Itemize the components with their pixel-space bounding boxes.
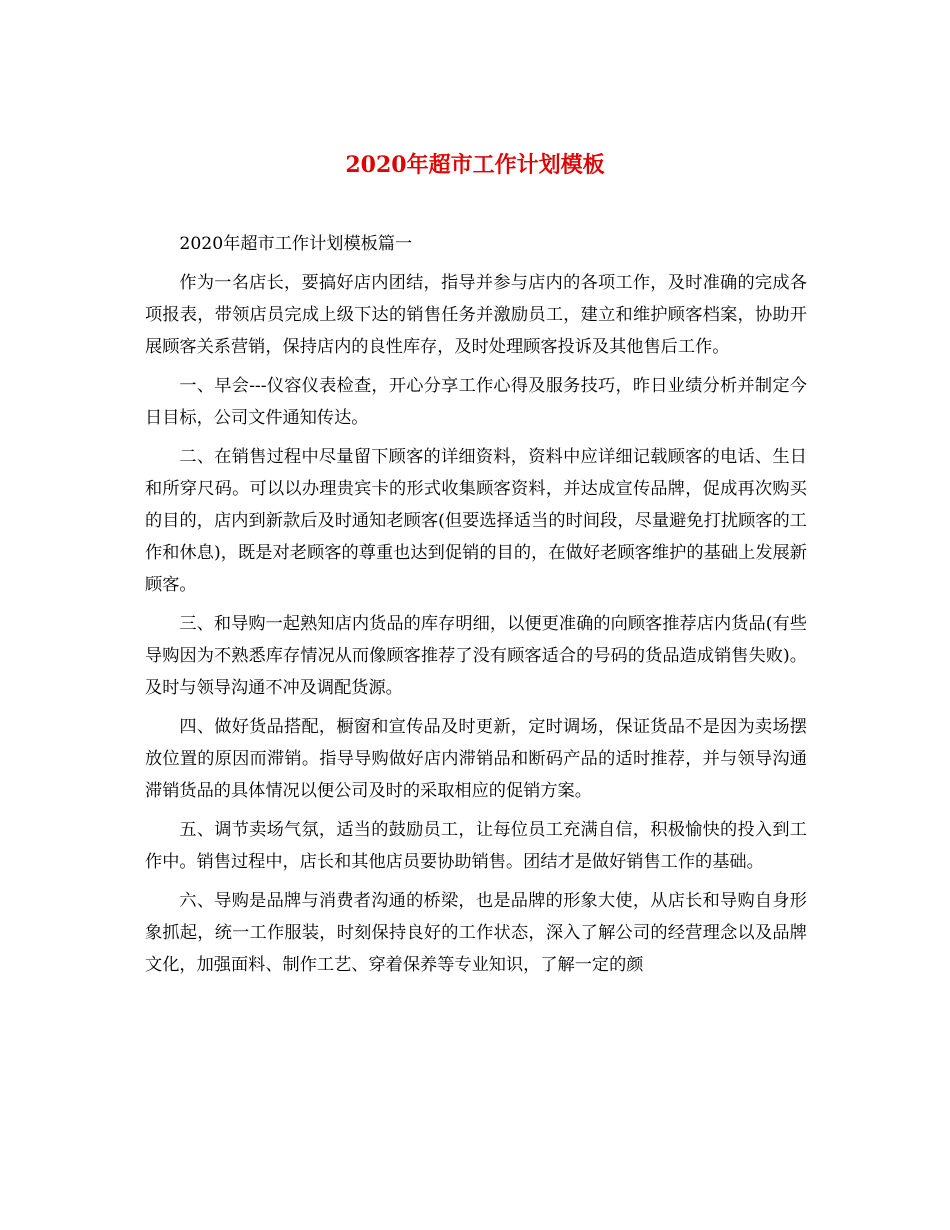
paragraph-item-2: 二、在销售过程中尽量留下顾客的详细资料，资料中应详细记载顾客的电话、生日和所穿尺码。可以以办理贵宾卡的形式收集顾客资料，并达成宣传品牌，促成再次购买的目的，店内到新款后及时通知老顾客(但要选择适当的时间段，尽量避免打扰顾客的工作和休息)，既是对老顾客的尊重也达到促销的目的，在做好老顾客维护的基础上发展新顾客。 (145, 447, 807, 595)
section-heading: 2020年超市工作计划模板篇一 (179, 234, 413, 254)
document-body (145, 228, 807, 988)
paragraph-intro: 作为一名店长，要搞好店内团结，指导并参与店内的各项工作，及时准确的完成各项报表，带领店员完成上级下达的销售任务并激励员工，建立和维护顾客档案，协助开展顾客关系营销，保持店内的良性库存，及时处理顾客投诉及其他售后工作。 (145, 273, 807, 357)
paragraph-item-6: 六、导购是品牌与消费者沟通的桥梁，也是品牌的形象大使，从店长和导购自身形象抓起，统一工作服装，时刻保持良好的工作状态，深入了解公司的经营理念以及品牌文化，加强面料、制作工艺、穿着保养等专业知识，了解一定的颜 (145, 891, 807, 975)
paragraph-item-5: 五、调节卖场气氛，适当的鼓励员工，让每位员工充满自信，积极愉快的投入到工作中。销售过程中，店长和其他店员要协助销售。团结才是做好销售工作的基础。 (145, 820, 807, 872)
document-title: 2020年超市工作计划模板 (345, 152, 605, 178)
paragraph-item-1: 一、早会---仪容仪表检查，开心分享工作心得及服务技巧，昨日业绩分析并制定今日目标，公司文件通知传达。 (145, 376, 807, 428)
paragraph-item-3: 三、和导购一起熟知店内货品的库存明细，以便更准确的向顾客推荐店内货品(有些导购因为不熟悉库存情况从而像顾客推荐了没有顾客适合的号码的货品造成销售失败)。及时与领导沟通不冲及调配货源。 (145, 614, 807, 698)
paragraph-item-4: 四、做好货品搭配，橱窗和宣传品及时更新，定时调场，保证货品不是因为卖场摆放位置的原因而滞销。指导导购做好店内滞销品和断码产品的适时推荐，并与领导沟通滞销货品的具体情况以便公司及时的采取相应的促销方案。 (145, 717, 807, 801)
